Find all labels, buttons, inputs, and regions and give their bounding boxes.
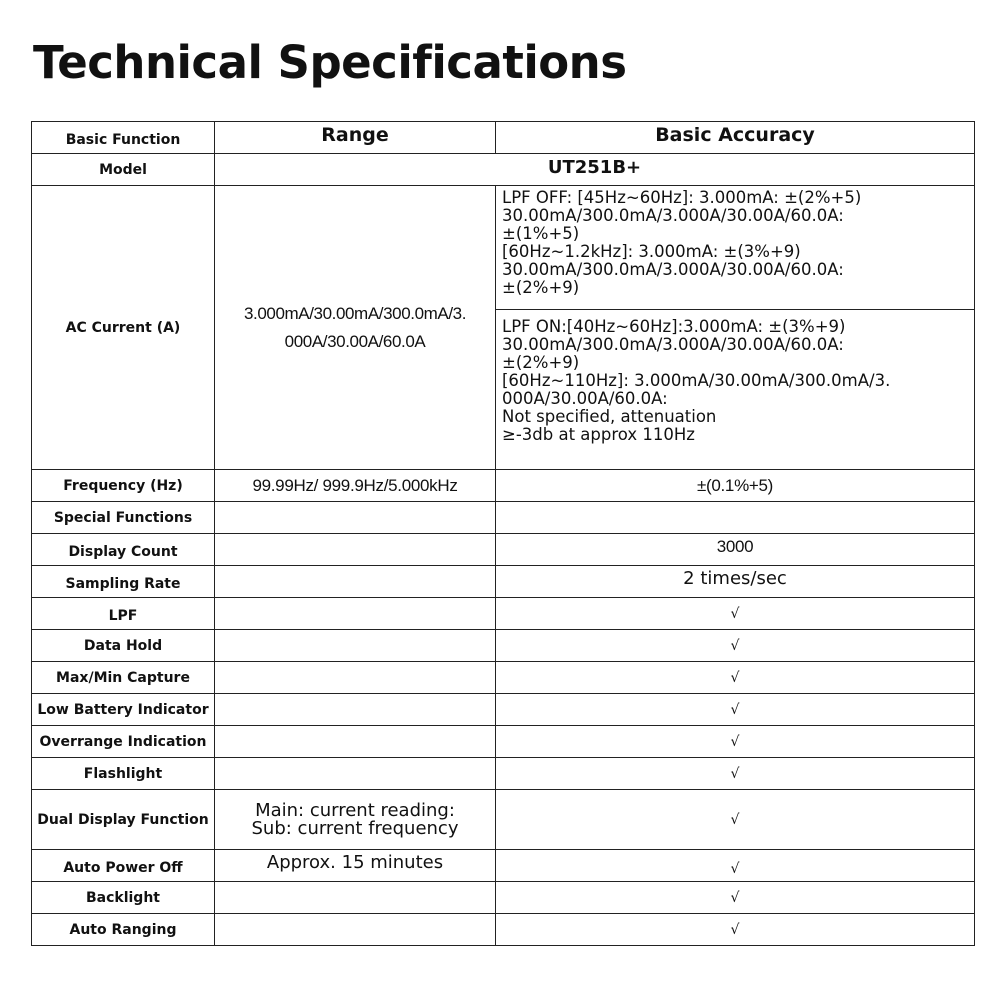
feature-check-overrange: √	[496, 726, 975, 758]
header-row	[32, 122, 975, 154]
page-title: Technical Specifications	[33, 36, 627, 89]
feature-check-data-hold: √	[496, 630, 975, 662]
empty-cell	[215, 882, 496, 914]
feature-row	[32, 694, 975, 726]
feature-row	[32, 758, 975, 790]
display-count-label: Display Count	[32, 534, 215, 566]
sampling-rate-row	[32, 566, 975, 598]
frequency-accuracy: ±(0.1%+5)	[496, 470, 975, 502]
model-label: Model	[32, 154, 215, 186]
ac-current-range-line: 000A/30.00A/60.0A	[284, 331, 426, 351]
empty-cell	[496, 502, 975, 534]
feature-row	[32, 598, 975, 630]
empty-cell	[215, 534, 496, 566]
empty-cell	[215, 726, 496, 758]
backlight-check: √	[496, 882, 975, 914]
accuracy-line: [60Hz~110Hz]: 3.000mA/30.00mA/300.0mA/3.	[502, 371, 891, 390]
ac-accuracy-lpf-on	[496, 310, 975, 470]
feature-row	[32, 630, 975, 662]
display-count-value: 3000	[496, 534, 975, 566]
feature-label-low-battery: Low Battery Indicator	[32, 694, 215, 726]
ac-current-range-line: 3.000mA/30.00mA/300.0mA/3.	[243, 303, 467, 323]
feature-label-max-min: Max/Min Capture	[32, 662, 215, 694]
ac-current-label: AC Current (A)	[32, 186, 215, 470]
empty-cell	[215, 598, 496, 630]
feature-check-max-min: √	[496, 662, 975, 694]
feature-label-flashlight: Flashlight	[32, 758, 215, 790]
model-value: UT251B+	[215, 154, 975, 186]
accuracy-line: 000A/30.00A/60.0A:	[502, 389, 668, 408]
header-basic-accuracy: Basic Accuracy	[496, 122, 975, 154]
empty-cell	[215, 914, 496, 946]
backlight-row	[32, 882, 975, 914]
auto-power-off-check: √	[496, 850, 975, 882]
accuracy-line: LPF OFF: [45Hz~60Hz]: 3.000mA: ±(2%+5)	[502, 188, 862, 207]
dual-display-line: Sub: current frequency	[251, 817, 459, 839]
feature-label-lpf: LPF	[32, 598, 215, 630]
dual-display-label: Dual Display Function	[32, 790, 215, 850]
dual-display-check: √	[496, 790, 975, 850]
empty-cell	[215, 758, 496, 790]
display-count-row	[32, 534, 975, 566]
accuracy-line: [60Hz~1.2kHz]: 3.000mA: ±(3%+9)	[502, 242, 801, 261]
header-basic-function: Basic Function	[32, 122, 215, 154]
ac-accuracy-lpf-off	[496, 186, 975, 310]
accuracy-line: 30.00mA/300.0mA/3.000A/30.00A/60.0A:	[502, 206, 844, 225]
feature-row	[32, 662, 975, 694]
ac-current-row	[32, 186, 975, 310]
frequency-range: 99.99Hz/ 999.9Hz/5.000kHz	[215, 470, 496, 502]
accuracy-line: ±(1%+5)	[502, 224, 580, 243]
model-row	[32, 154, 975, 186]
auto-power-off-range: Approx. 15 minutes	[215, 850, 496, 882]
feature-row	[32, 726, 975, 758]
accuracy-line: ±(2%+9)	[502, 353, 580, 372]
auto-power-off-label: Auto Power Off	[32, 850, 215, 882]
auto-ranging-label: Auto Ranging	[32, 914, 215, 946]
dual-display-range	[215, 790, 496, 850]
accuracy-line: 30.00mA/300.0mA/3.000A/30.00A/60.0A:	[502, 335, 844, 354]
sampling-rate-label: Sampling Rate	[32, 566, 215, 598]
dual-display-row	[32, 790, 975, 850]
accuracy-line: LPF ON:[40Hz~60Hz]:3.000mA: ±(3%+9)	[502, 317, 846, 336]
feature-check-flashlight: √	[496, 758, 975, 790]
feature-check-low-battery: √	[496, 694, 975, 726]
feature-label-data-hold: Data Hold	[32, 630, 215, 662]
accuracy-line: Not specified, attenuation	[502, 407, 717, 426]
auto-ranging-check: √	[496, 914, 975, 946]
backlight-label: Backlight	[32, 882, 215, 914]
empty-cell	[215, 502, 496, 534]
accuracy-line: ±(2%+9)	[502, 278, 580, 297]
feature-check-lpf: √	[496, 598, 975, 630]
special-functions-row	[32, 502, 975, 534]
dual-display-line: Main: current reading:	[255, 799, 455, 821]
empty-cell	[215, 630, 496, 662]
empty-cell	[215, 566, 496, 598]
auto-power-off-row	[32, 850, 975, 882]
spec-table	[31, 121, 975, 946]
special-functions-label: Special Functions	[32, 502, 215, 534]
header-range: Range	[215, 122, 496, 154]
frequency-row	[32, 470, 975, 502]
frequency-label: Frequency (Hz)	[32, 470, 215, 502]
auto-ranging-row	[32, 914, 975, 946]
sampling-rate-value: 2 times/sec	[496, 566, 975, 598]
empty-cell	[215, 694, 496, 726]
empty-cell	[215, 662, 496, 694]
accuracy-line: ≥-3db at approx 110Hz	[502, 425, 695, 444]
feature-label-overrange: Overrange Indication	[32, 726, 215, 758]
accuracy-line: 30.00mA/300.0mA/3.000A/30.00A/60.0A:	[502, 260, 844, 279]
ac-current-range	[215, 186, 496, 470]
